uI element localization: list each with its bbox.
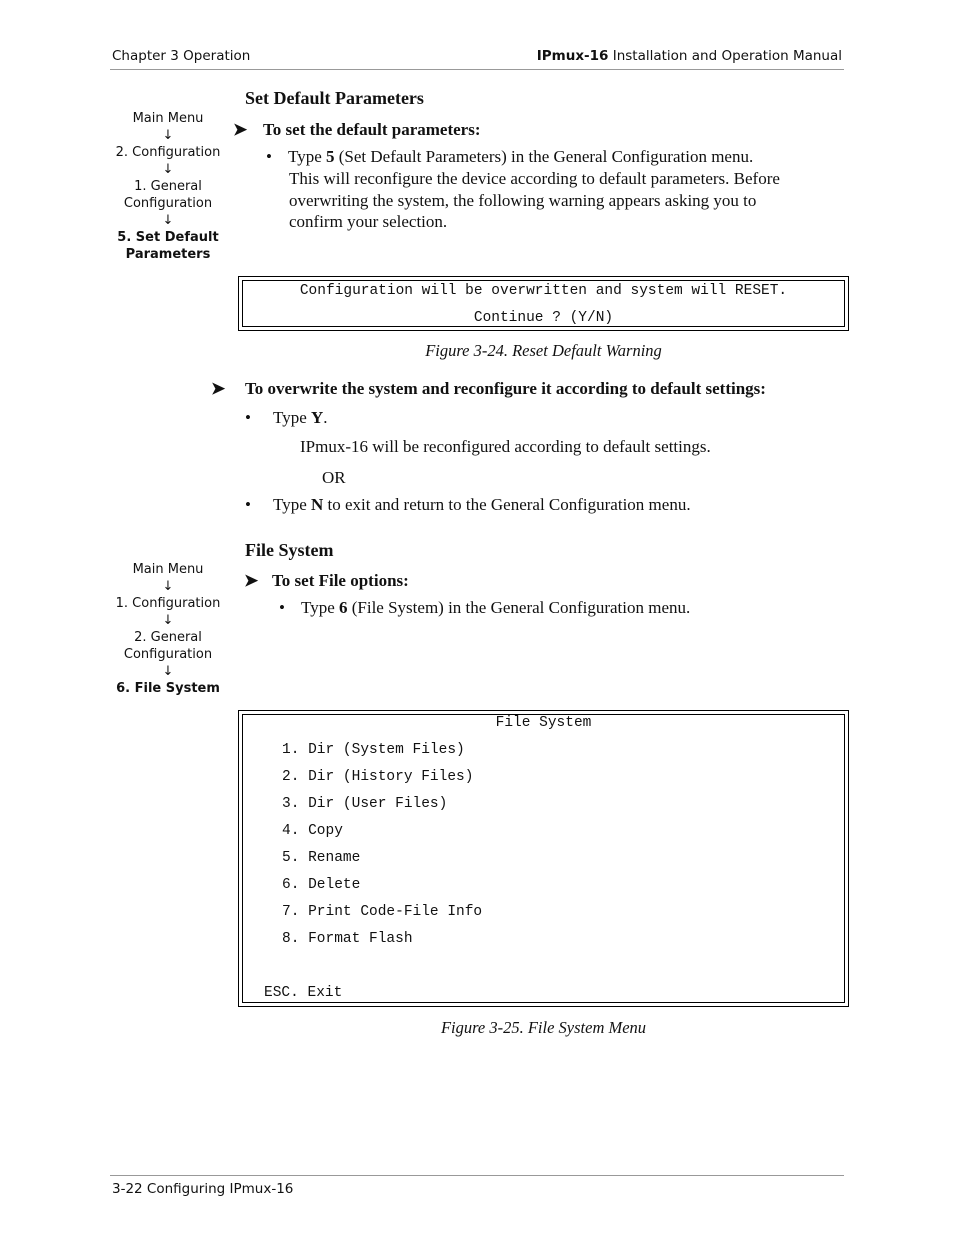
step-text: to exit and return to the General Configuration menu. (323, 495, 691, 514)
nav-trail-set-default (108, 110, 228, 263)
step-text: Type (273, 408, 311, 427)
nav-item: Configuration (123, 196, 213, 211)
nav-item-current: 6. File System (116, 681, 220, 696)
running-header-manual (537, 48, 842, 64)
result-text: IPmux-16 will be reconfigured according to default settings. (300, 437, 711, 456)
step-set-default (266, 146, 826, 168)
step-text: . (323, 408, 328, 427)
step-type-y (245, 407, 328, 429)
step-key: N (311, 495, 324, 514)
step-text: (File System) in the General Configuration menu. (347, 598, 691, 617)
figure-caption-3-25: Figure 3-25. File System Menu (440, 1018, 647, 1037)
procedure-heading-set-default (233, 120, 481, 140)
figure-caption-3-24: Figure 3-24. Reset Default Warning (425, 341, 662, 360)
terminal-menu-title: File System (495, 715, 592, 731)
step-file-system (279, 597, 690, 619)
header-divider (110, 69, 844, 70)
procedure-heading-overwrite (211, 379, 766, 399)
down-arrow-icon: ↓ (162, 162, 174, 177)
procedure-text: To overwrite the system and reconfigure it according to default settings: (245, 379, 766, 398)
nav-item: 2. Configuration (115, 145, 221, 160)
bullet-icon: • (266, 147, 272, 166)
procedure-heading-file-system (244, 571, 409, 591)
nav-item-current: 5. Set Default (117, 230, 219, 245)
manual-product: IPmux-16 (536, 48, 609, 64)
terminal-menu-item: 2. Dir (History Files) (282, 769, 474, 785)
step-type-n (245, 494, 691, 516)
procedure-arrow-icon: ➤ (211, 379, 226, 398)
footer-divider (110, 1175, 844, 1176)
step-key: 5 (326, 147, 335, 166)
nav-item: Configuration (123, 647, 213, 662)
down-arrow-icon: ↓ (162, 213, 174, 228)
nav-item: 2. General (134, 630, 202, 645)
step-text: (Set Default Parameters) in the General Configuration menu. (334, 147, 754, 166)
running-header-chapter: Chapter 3 Operation (112, 48, 251, 64)
step-description (289, 168, 849, 233)
nav-trail-file-system (108, 561, 228, 697)
terminal-prompt-line: Continue ? (Y/N) (473, 310, 614, 326)
step-key: 6 (339, 598, 348, 617)
procedure-text: To set the default parameters: (263, 120, 481, 139)
down-arrow-icon: ↓ (162, 579, 174, 594)
procedure-arrow-icon: ➤ (244, 571, 259, 590)
terminal-menu-item: 7. Print Code-File Info (282, 904, 483, 920)
terminal-menu-item: 1. Dir (System Files) (282, 742, 465, 758)
terminal-warning-line: Configuration will be overwritten and system will RESET. (299, 283, 788, 299)
bullet-icon: • (245, 408, 251, 427)
down-arrow-icon: ↓ (162, 128, 174, 143)
nav-item: Main Menu (132, 111, 204, 126)
nav-item: 1. General (134, 179, 202, 194)
terminal-exit-item: ESC. Exit (264, 985, 343, 1001)
down-arrow-icon: ↓ (162, 664, 174, 679)
running-footer: 3-22 Configuring IPmux-16 (112, 1181, 294, 1197)
step-description-line: confirm your selection. (289, 212, 448, 231)
section-title-file-system: File System (245, 540, 334, 560)
step-text: Type (273, 495, 311, 514)
step-key: Y (311, 408, 324, 427)
file-system-terminal (238, 710, 849, 1007)
bullet-icon: • (279, 598, 285, 617)
section-title-set-default: Set Default Parameters (245, 88, 424, 108)
reset-warning-terminal (238, 276, 849, 331)
step-description-line: overwriting the system, the following warning appears asking you to (289, 190, 757, 210)
nav-item: Main Menu (132, 562, 204, 577)
procedure-text: To set File options: (272, 571, 409, 590)
terminal-menu-item: 3. Dir (User Files) (282, 796, 448, 812)
step-text: Type (301, 598, 339, 617)
terminal-menu-item: 5. Rename (282, 850, 361, 866)
terminal-menu-item: 4. Copy (282, 823, 343, 839)
nav-item-current: Parameters (125, 247, 211, 262)
terminal-menu-item: 8. Format Flash (282, 931, 413, 947)
bullet-icon: • (245, 495, 251, 514)
down-arrow-icon: ↓ (162, 613, 174, 628)
step-description-line: This will reconfigure the device according to default parameters. Before (289, 169, 780, 188)
procedure-arrow-icon: ➤ (233, 120, 248, 139)
step-text: Type (288, 147, 326, 166)
terminal-menu-item: 6. Delete (282, 877, 361, 893)
or-separator: OR (322, 468, 346, 487)
manual-title: Installation and Operation Manual (608, 48, 842, 64)
nav-item: 1. Configuration (115, 596, 221, 611)
